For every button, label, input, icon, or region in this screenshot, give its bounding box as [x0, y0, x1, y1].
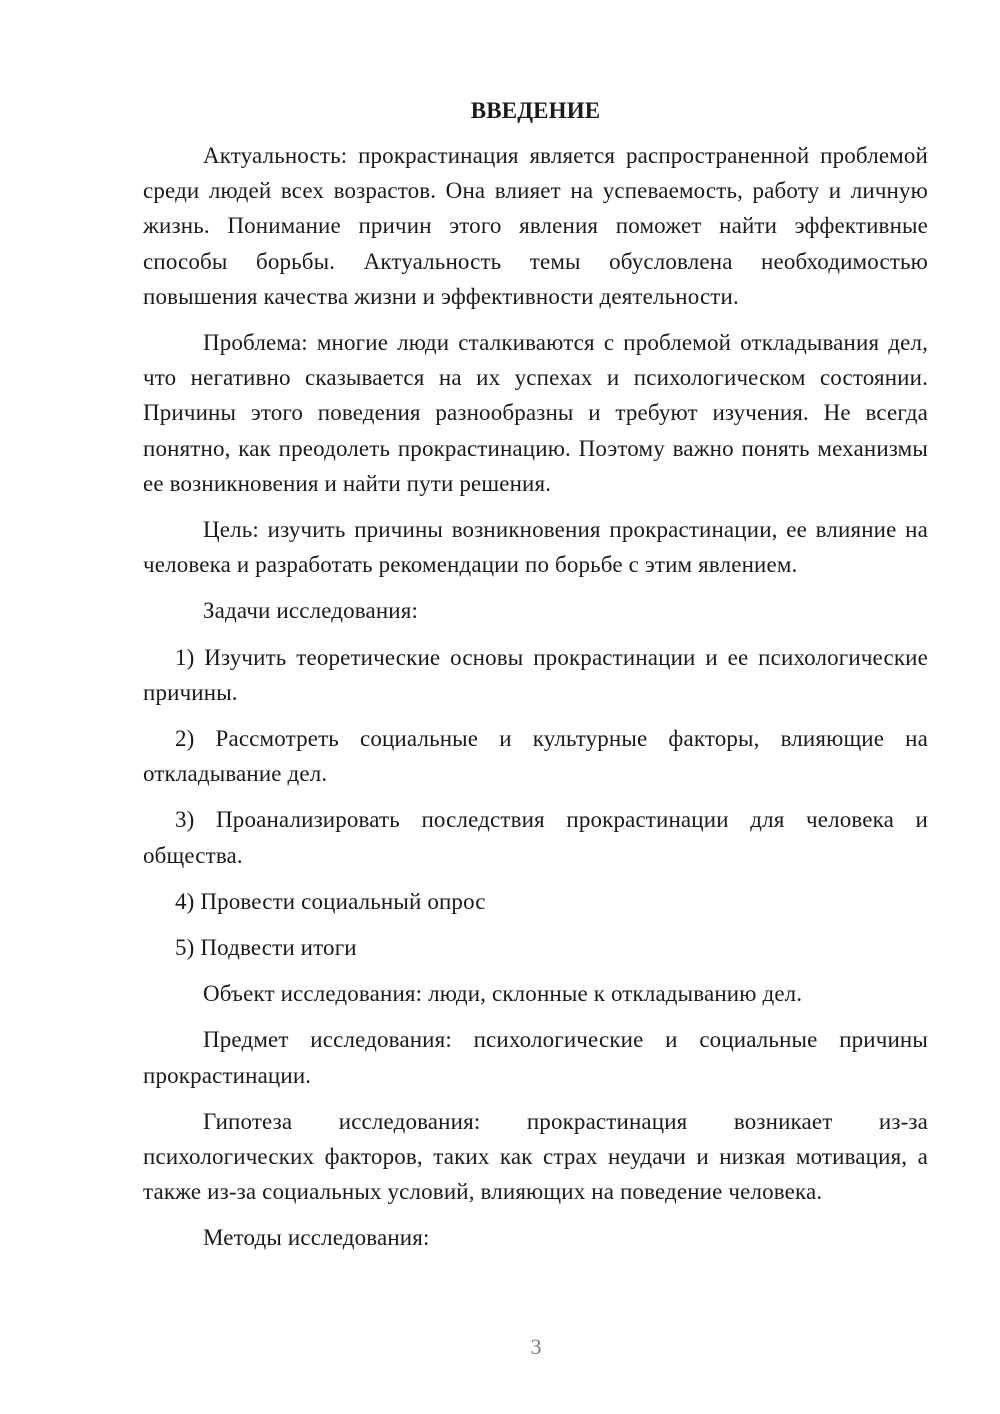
task-item-4: 4) Провести социальный опрос: [175, 888, 486, 914]
goal-paragraph: Цель: изучить причины возникновения прокрастинации, ее влияние на человека и разработать рекомендации по борьбе с этим явлением.: [143, 517, 928, 578]
task-item-5: 5) Подвести итоги: [175, 935, 357, 961]
task-item-3: 3) Проанализировать последствия прокрастинации для человека и общества.: [143, 807, 928, 868]
problem-paragraph: Проблема: многие люди сталкиваются с проблемой откладывания дел, что негативно сказывается на их успехах и психологическом состоянии. Причины этого поведения разнообразны и требуют изучения. Не всегда понятно, как преодолеть прокрастинацию. Поэтому важно понять механизмы ее возникновения и найти пути решения.: [143, 330, 928, 496]
object-paragraph: Объект исследования: люди, склонные к откладыванию дел.: [203, 981, 803, 1007]
task-item-2: 2) Рассмотреть социальные и культурные факторы, влияющие на откладывание дел.: [143, 726, 928, 787]
document-page: [143, 96, 928, 1267]
page-title: ВВЕДЕНИЕ: [470, 98, 601, 123]
methods-title: Методы исследования:: [203, 1225, 430, 1251]
relevance-paragraph: Актуальность: прокрастинация является распространенной проблемой среди людей всех возрастов. Она влияет на успеваемость, работу и личную жизнь. Понимание причин этого явления поможет найти эффективные способы борьбы. Актуальность темы обусловлена необходимостью повышения качества жизни и эффективности деятельности.: [143, 143, 928, 309]
page-number: 3: [530, 1334, 542, 1359]
tasks-title: Задачи исследования:: [203, 598, 419, 624]
subject-paragraph: Предмет исследования: психологические и социальные причины прокрастинации.: [143, 1027, 928, 1088]
task-item-1: 1) Изучить теоретические основы прокрастинации и ее психологические причины.: [143, 644, 928, 705]
hypothesis-paragraph: Гипотеза исследования: прокрастинация возникает из-за психологических факторов, таких как страх неудачи и низкая мотивация, а также из-за социальных условий, влияющих на поведение человека.: [143, 1108, 928, 1205]
